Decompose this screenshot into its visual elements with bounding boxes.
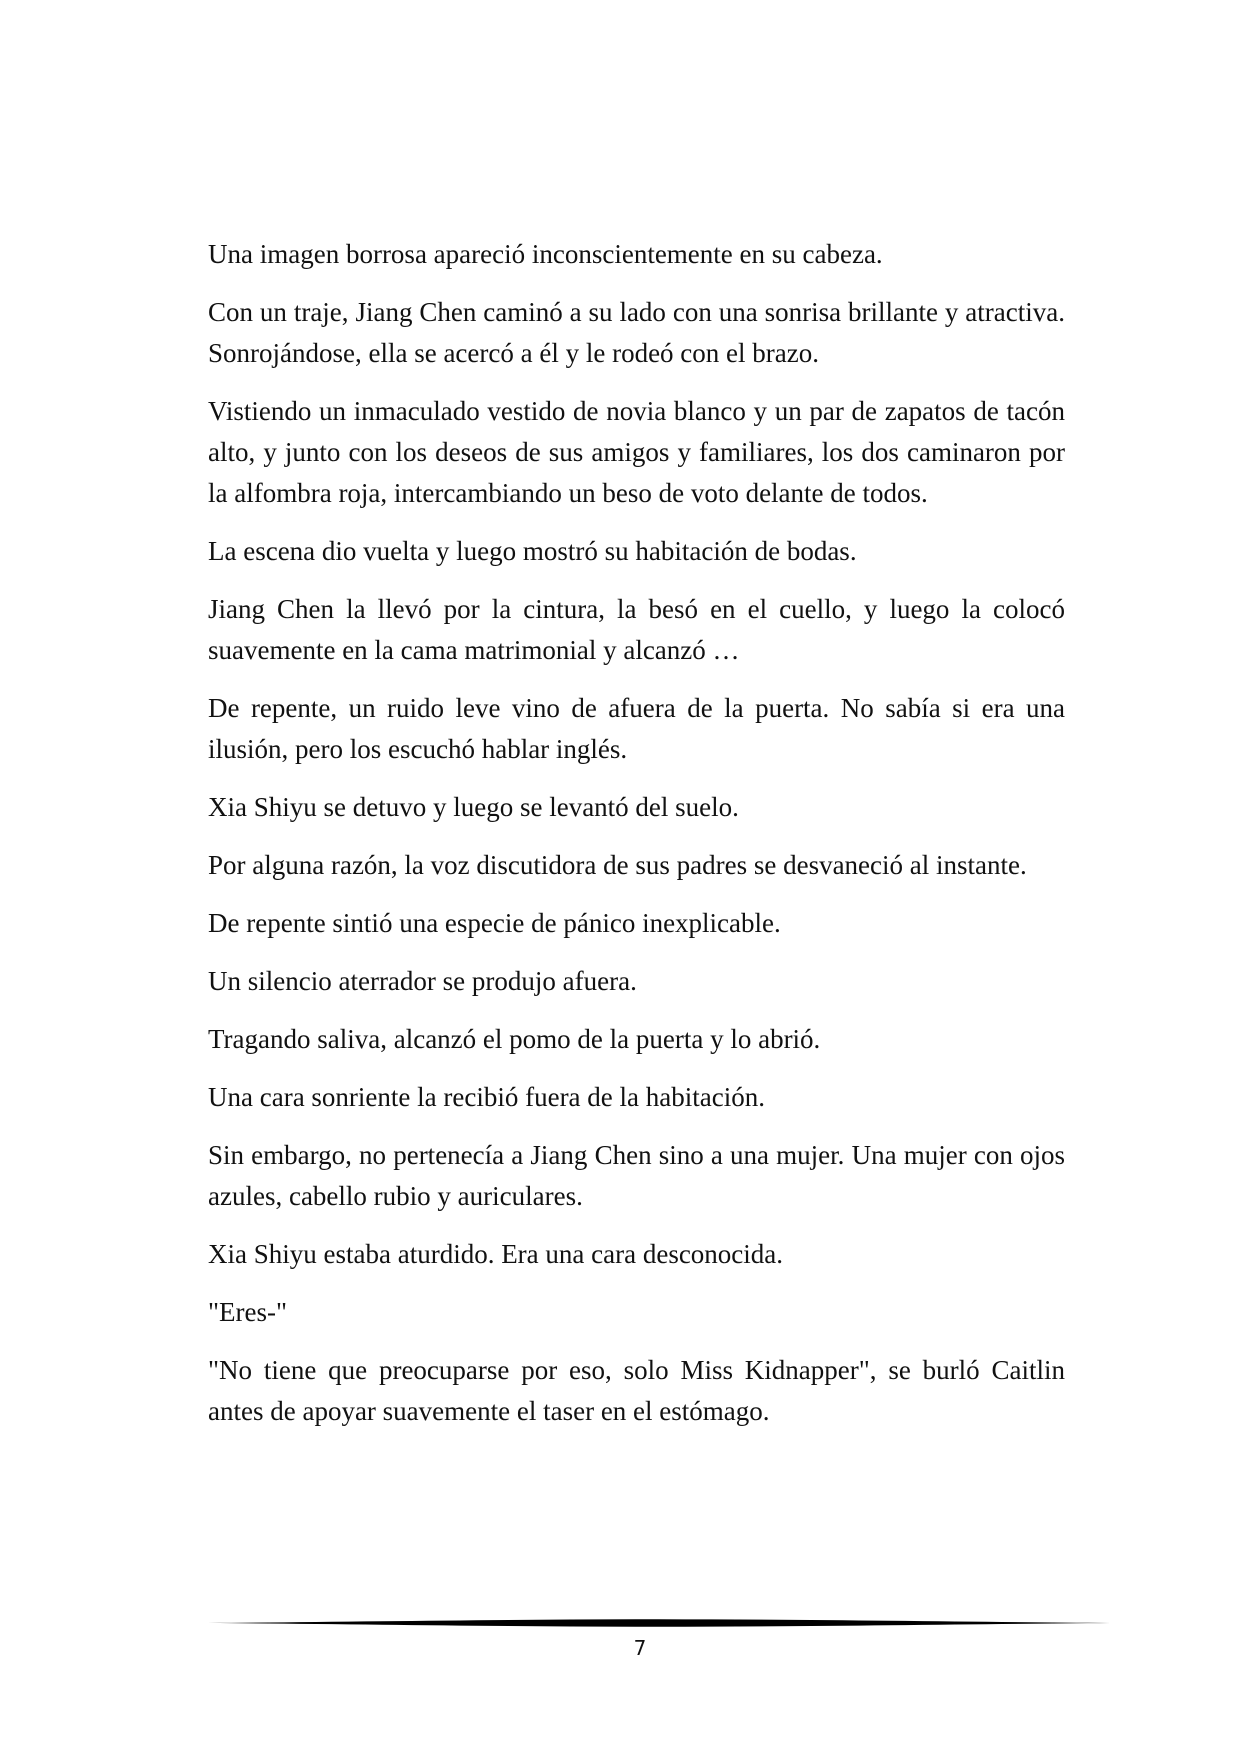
- paragraph-13: Sin embargo, no pertenecía a Jiang Chen sino a una mujer. Una mujer con ojos azules, cabello rubio y auriculares.: [208, 1140, 1065, 1211]
- paragraph-4: La escena dio vuelta y luego mostró su habitación de bodas.: [208, 536, 857, 566]
- footer-divider: [208, 1616, 1110, 1630]
- paragraph-7: Xia Shiyu se detuvo y luego se levantó del suelo.: [208, 792, 739, 822]
- page-number: 7: [633, 1636, 647, 1660]
- paragraph-14: Xia Shiyu estaba aturdido. Era una cara desconocida.: [208, 1239, 784, 1269]
- paragraph-15: "Eres-": [208, 1297, 288, 1327]
- paragraph-3: Vistiendo un inmaculado vestido de novia blanco y un par de zapatos de tacón alto, y junto con los deseos de sus amigos y familiares, los dos caminaron por la alfombra roja, intercambiando un beso de voto delante de todos.: [208, 396, 1065, 508]
- body-text: [208, 234, 1065, 1449]
- paragraph-16: "No tiene que preocuparse por eso, solo Miss Kidnapper", se burló Caitlin antes de apoyar suavemente el taser en el estómago.: [208, 1355, 1065, 1426]
- paragraph-11: Tragando saliva, alcanzó el pomo de la puerta y lo abrió.: [208, 1024, 821, 1054]
- paragraph-12: Una cara sonriente la recibió fuera de la habitación.: [208, 1082, 765, 1112]
- paragraph-6: De repente, un ruido leve vino de afuera de la puerta. No sabía si era una ilusión, pero los escuchó hablar inglés.: [208, 693, 1065, 764]
- paragraph-10: Un silencio aterrador se produjo afuera.: [208, 966, 637, 996]
- paragraph-5: Jiang Chen la llevó por la cintura, la besó en el cuello, y luego la colocó suavemente en la cama matrimonial y alcanzó …: [208, 594, 1065, 665]
- footer-divider-stroke: [208, 1619, 1110, 1627]
- paragraph-1: Una imagen borrosa apareció inconscientemente en su cabeza.: [208, 239, 883, 269]
- paragraph-9: De repente sintió una especie de pánico inexplicable.: [208, 908, 781, 938]
- paragraph-8: Por alguna razón, la voz discutidora de sus padres se desvaneció al instante.: [208, 850, 1027, 880]
- paragraph-2: Con un traje, Jiang Chen caminó a su lado con una sonrisa brillante y atractiva. Sonrojándose, ella se acercó a él y le rodeó con el brazo.: [208, 297, 1065, 368]
